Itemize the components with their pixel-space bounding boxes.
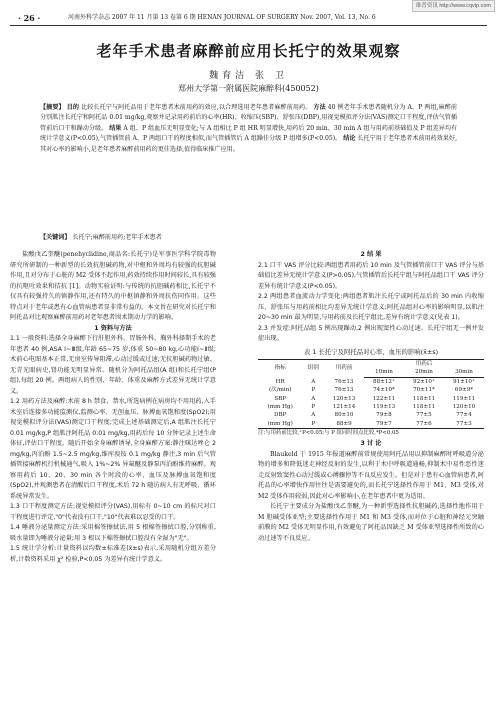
abstract-label: 【摘要】 xyxy=(40,104,65,111)
watermark-badge: 维普资讯 http://www.cqvip.com xyxy=(412,0,495,12)
body-column-left xyxy=(10,250,216,565)
results-table xyxy=(258,359,484,429)
table-cell-value: 77±3 xyxy=(444,420,484,429)
results-section xyxy=(258,250,484,345)
result-text: A 组、P 组血压无明显变化;与 A 组相比 P 组 HR 明显增快,用药后 20 min、30 min A 组与用药前基础值及 P 组差异均有统计学意义(P<0.05),气管插管前 A、P 两组口干的程度相似,而气管插管后 A 组躁佳分级 P 组增多(P<0.05)。 xyxy=(40,124,458,143)
conclusion-label: 结论 xyxy=(343,135,356,143)
table-cell-value: 118±11 xyxy=(412,404,436,411)
body-paragraph: 1.2 用药方法及麻醉:术前 8 h 禁食、禁水,所选病例在病房均不用用药,入手术室后连接多功能监测仪,监测心率、无创血压、脉搏血氧饱和度(SpO2);用视觉模拟评分法(VAS)测定口干程度;完成上述基础测定后,A 组肌注长托宁 0.01 mg/kg,P 组肌注阿托品 0.01 mg/kg,用药后每 10 分钟记录上述生命体征,评估口干程度。随后开始全身麻醉诱导,全身麻醉方案:静注咪达唑仑 2 mg/kg,丙泊酚 1.5~2.5 mg/kg,维库溴铵 0.1 mg/kg 静注,3 min 后气管插管接麻醉机行机械通气,吸入 1%~2% 异氟醚及静泵丙泊酚维持麻醉。观察用药后 10、20、30 min 各个时段的心率、血压及脉搏血氧饱和度(SpO2),并观测患者在清醒后口干程度,术后 72 h 随访病人有无呼吸、循环系统异常发生。 xyxy=(10,398,216,500)
body-paragraph: 2.1 口干 VAS 评分比较:两组患者用药后 10 min 及气管插管前口干 VAS 评分与基础值比差异无统计学意义(P>0.05),气管插管后长托宁组与阿托品组口干 VAS 评分差异有统计学意义(P<0.05)。 xyxy=(258,261,484,290)
method-label: 方法 xyxy=(313,104,326,111)
table-cell-value: 120±10 xyxy=(452,404,476,411)
running-header xyxy=(10,12,487,24)
abstract-block xyxy=(40,103,457,155)
table-cell-value: 79±7 xyxy=(364,420,404,429)
table-cell-value: 76±13 xyxy=(334,387,354,394)
table-cell-indicator: (mm Hg) xyxy=(258,420,302,429)
body-paragraph: 1.1 一般资料:选择全身麻醉下行肝胆外科、胃肠外科、胸外科择期手术的老年患者 40 例,ASA Ⅰ~Ⅲ级,年龄 65~75 岁,体重 50~80 kg,心功能Ⅰ~Ⅱ级;术前心电图基本正常,无房室传导阻滞,心动过缓或过速;无抗胆碱药物过敏、无青光眼病史,肾功能无明显异常。随机分为阿托品组(A 组)和长托宁组(P 组),每组 20 例。两组病人的性别、年龄、体重及麻醉方式差异无统计学意义。 xyxy=(10,335,216,395)
table-cell-group: P xyxy=(302,420,324,429)
purpose-text: 比较长托宁与阿托品用于老年患者术前用药的效应,以合理选用老年患者麻醉前用药。 xyxy=(81,104,312,111)
table-header-pre: 用药前 xyxy=(324,360,364,378)
table-cell-value: 69±9* xyxy=(454,387,474,394)
table-cell-group: P xyxy=(311,404,316,411)
table-cell-value: 74±10* xyxy=(373,387,395,394)
table-cell-value: 79±8 xyxy=(376,412,392,419)
table-row xyxy=(258,403,484,411)
body-paragraph: 1.4 唾液分泌量测定方法:采用棉签擦拭法,用 5 根棉签擦拭口腔,分别称重,吸水量即为唾液分泌量;用 3 根以下棉签擦拭口腔没有全湿为"无"。 xyxy=(10,524,216,542)
table-header-group: 组别 xyxy=(302,360,324,378)
table-cell-value: 76±13 xyxy=(334,378,354,385)
table-cell-value: 91±10⁺ xyxy=(453,378,475,385)
body-column-right xyxy=(258,250,484,544)
table-row xyxy=(258,386,484,394)
keywords-text: 长托宁;麻醉前用药;老年手术患者 xyxy=(72,234,162,241)
table-cell-value: 77±6 xyxy=(404,420,444,429)
table-cell-indicator: (mm Hg) xyxy=(267,404,293,411)
article-affiliation: 郑州大学第一附属医院麻醉科(450052) xyxy=(178,84,319,93)
table-row xyxy=(258,377,484,386)
table-cell-group: A xyxy=(311,395,316,402)
table-cell-indicator: HR xyxy=(275,378,285,385)
table-header-time: 20min xyxy=(404,368,444,377)
article-authors: 魏育洁 张 卫 xyxy=(209,71,288,81)
table-row xyxy=(258,395,484,403)
table-cell-value: 119±13 xyxy=(372,404,396,411)
table-cell-indicator: DBP xyxy=(274,412,287,419)
table-header-post: 用药后 xyxy=(364,360,484,369)
table-note: 注:与用药前比较,⁺P<0.05;与 P 组同时间点比较,*P<0.05 xyxy=(258,430,399,437)
table-cell-indicator: SBP xyxy=(274,395,287,402)
table-cell-group: A xyxy=(311,412,316,419)
table-title: 表 1 长托宁及阿托品对心率、血压的影响(x̄±s) xyxy=(303,347,439,356)
result-label: 结果 xyxy=(109,124,122,132)
table-cell-indicator: (次/min) xyxy=(268,387,292,394)
table-cell-value: 70±11* xyxy=(413,387,435,394)
table-row xyxy=(258,411,484,419)
table-cell-value: 92±10⁺ xyxy=(413,378,435,385)
table-cell-value: 121±14 xyxy=(332,404,356,411)
table-cell-value: 119±11 xyxy=(452,395,476,402)
table-header-time: 10min xyxy=(364,368,404,377)
section-heading: 3 讨 论 xyxy=(360,440,382,448)
journal-info: 河南外科学杂志 2007 年 11 月第 13 卷第 6 期 HENAN JOURNAL OF SURGERY Nov. 2007, Vol. 13, No. 6 xyxy=(68,14,376,21)
method-text: 40 例老年手术患者随机分为 A、P 两组,麻醉前分别肌注长托宁和阿托品 0.01 mg/kg,观察并记录用药前后的心率(HR)、收缩压(SBP)、舒张压(DBP),用视觉模拟评分法(VAS)测定口干程度,评估气管插管前后口干和躁动分级。 xyxy=(40,104,458,132)
table-cell-group: A xyxy=(311,378,316,385)
table-header-indicator: 指标 xyxy=(258,360,302,378)
purpose-label: 目的 xyxy=(66,104,80,111)
keywords-label: 【关键词】 xyxy=(40,234,71,241)
table-row xyxy=(258,420,484,429)
section-heading: 1 资料与方法 xyxy=(94,324,132,332)
table-cell-value: 77±4 xyxy=(456,412,472,419)
article-title: 老年手术患者麻醉前应用长托宁的效果观察 xyxy=(96,42,401,60)
table-cell-value: 118±11 xyxy=(412,395,436,402)
table-cell-group: P xyxy=(311,387,316,394)
table-cell-value: 77±5 xyxy=(416,412,432,419)
table-cell-value: 88±9 xyxy=(324,420,364,429)
body-paragraph: 1.3 口干程度测定方法:视觉模拟评分(VAS),用标有 0~10 cm 的标尺对口干程度进行评定,"0"代表没有口干,"10"代表难以忍受的口干。 xyxy=(10,503,216,521)
body-paragraph: 1.5 统计学分析:计量资料以均数±标准差(x̄±s)表示,采用随机分组方差分析,计数资料采用 χ² 检验,P<0.05 为差异有统计学意义。 xyxy=(10,545,216,563)
body-paragraph: Blaukeld 于 1915 年报道麻醉前常规使用阿托品用以抑制麻醉时呼吸道分泌物的增多和降低迷走神经反射的发生,以利于术中呼吸道通畅,抑制术中易性恶性迷走反射致窦性心动过缓或心搏骤停等不良反应发生。但是对于患有心血管病患者,阿托品的心率增快作用往往是需要避免的,而长托宁选择性作用于 M1、M3 受体,对 M2 受体作用较弱,因此对心率影响小,在老年患者中更为适用。 xyxy=(258,450,484,500)
body-paragraph: 2.3 并发症:阿托品组 5 例出现躁动,2 例出现窦性心动过速。长托宁组无一例并发症出现。 xyxy=(258,324,484,342)
body-paragraph: 长托宁主要成分为盐酸戊乙奎醚,为一种新型选择性抗胆碱药,选择性地作用于 M 胆碱受体亚型;主要选择性作用于 M1 和 M3 受体,而对位于心脏和神经元突触前膜的 M2 受体无明显作用,有效避免了阿托品因缺乏 M 受体亚型选择性所致的心动过速等不良反应。 xyxy=(258,503,484,542)
table-header-time: 30min xyxy=(444,368,484,377)
discussion-section xyxy=(258,439,484,544)
page-number: · 26 · xyxy=(18,13,41,23)
table-cell-value: 122±11 xyxy=(372,395,396,402)
body-paragraph: 2.2 两组患者血流动力学变化:两组患者肌注长托宁或阿托品后的 30 min 内收缩压、舒张压与用药前相比均差异无统计学意义;阿托品组对心率的影响明显,以肌注 20~30 min 最为明显,与用药前及长托宁组比,差异有统计学意义(见表 1)。 xyxy=(258,293,484,321)
conclusion-text: 长托宁用于老年患者术前用药效果好,其对心率的影响小,是老年患者麻醉前用药的更佳选择,值得临床推广应用。 xyxy=(40,135,458,153)
table-body xyxy=(258,377,484,428)
table-cell-value: 80±10 xyxy=(334,412,354,419)
header-rule xyxy=(10,25,487,26)
table-cell-value: 120±13 xyxy=(332,395,356,402)
table-cell-value: 88±12⁺ xyxy=(373,378,395,385)
body-paragraph: 盐酸戊乙奎醚(penehyclidine,商品名:长托宁)是军事医学科学院毒物研究所研制的一种新型的长效抗胆碱药物,对中枢和外周均有较强的抗胆碱作用,且对分布于心脏的 M2 受体不起作用,药效持续作用时间较长,具有较强的抗呕吐效果和拮抗 [1]。动物实验证明:与传统的抗胆碱药相比,长托宁不仅具有较强持久的镇静作用,还有特久的中枢镇静和外周抗伤同作用。这些特点对于老年或患有心血管病患者显非常有益的。本文旨在研究对长托宁和阿托品对比观察麻醉前用药对老年患者围术期动力学的影响。 xyxy=(10,251,216,321)
section-heading: 2 结 果 xyxy=(360,251,382,258)
keywords-block xyxy=(40,233,457,243)
